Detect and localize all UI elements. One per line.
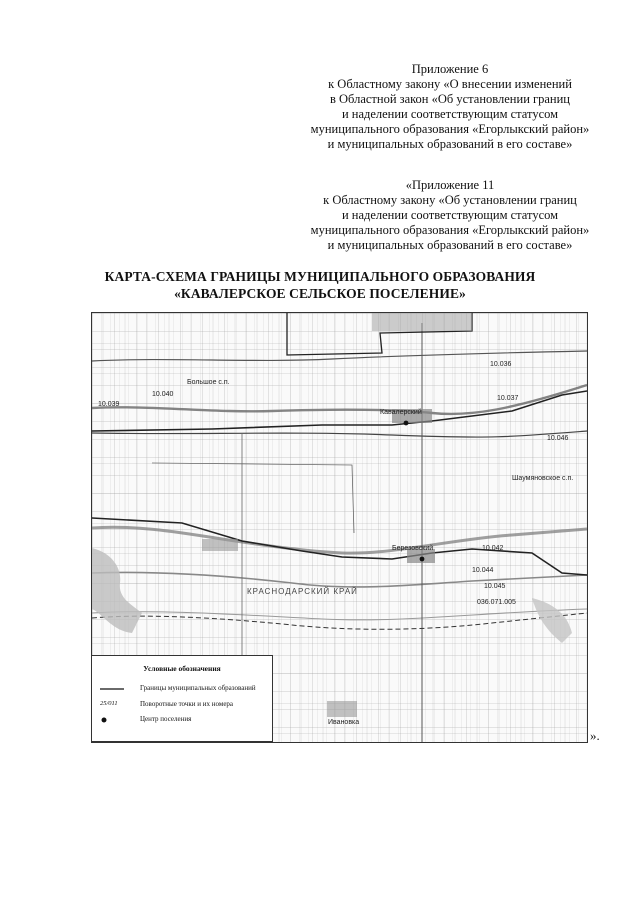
appendix-11-line: и муниципальных образований в его составе»	[327, 238, 573, 252]
legend-title: Условные обозначения	[143, 664, 221, 673]
boundary-point-label: 10.040	[152, 391, 174, 398]
map-legend	[91, 655, 273, 742]
legend-row-boundary	[100, 684, 270, 694]
boundary-point-label: 10.042	[482, 545, 504, 552]
boundary-line-icon	[100, 684, 124, 694]
legend-sample-point: 25/011	[100, 700, 118, 707]
closing-quote: ».	[590, 728, 600, 743]
appendix-11-line: и наделении соответствующим статусом	[341, 208, 559, 222]
map-label-krasnodar: КРАСНОДАРСКИЙ КРАЙ	[247, 587, 358, 596]
appendix-6-header	[290, 62, 610, 152]
boundary-point-label: 10.039	[98, 401, 120, 408]
appendix-11-line: муниципального образования «Егорлыкский район»	[310, 223, 590, 237]
legend-label-boundary: Границы муниципальных образований	[140, 684, 256, 692]
boundary-point-label: 036.071.005	[477, 599, 516, 606]
appendix-6-line: и муниципальных образований в его составе»	[327, 137, 573, 151]
boundary-point-label: 10.045	[484, 583, 506, 590]
appendix-11-line: к Областному закону «Об установлении границ	[323, 193, 577, 207]
appendix-6-line: муниципального образования «Егорлыкский район»	[310, 122, 590, 136]
map-label-south-village: Ивановка	[328, 719, 360, 726]
settlement-center-icon	[100, 715, 124, 725]
boundary-point-label: 10.037	[497, 395, 519, 402]
boundary-point-label: 10.046	[547, 435, 569, 442]
legend-label-points: Поворотные точки и их номера	[140, 700, 234, 708]
map-label-shaumyanovskoe: Шаумяновское с.п.	[512, 475, 574, 482]
appendix-6-line: и наделении соответствующим статусом	[341, 107, 559, 121]
appendix-6-line: в Областной закон «Об установлении границ	[329, 92, 570, 106]
boundary-point-label: 10.044	[472, 567, 494, 574]
legend-row-center	[100, 715, 270, 725]
map-label-berezovsky: Березовский	[392, 545, 434, 552]
legend-row-points	[100, 700, 270, 710]
legend-label-center: Центр поселения	[140, 715, 192, 723]
boundary-point-label: 10.036	[490, 361, 512, 368]
map-label-bolshoe: Большое с.п.	[187, 379, 230, 386]
appendix-6-line: к Областному закону «О внесении изменений	[328, 77, 572, 91]
appendix-11-title: «Приложение 11	[405, 178, 495, 192]
map-heading-line-1: КАРТА-СХЕМА ГРАНИЦЫ МУНИЦИПАЛЬНОГО ОБРАЗОВАНИЯ	[104, 269, 536, 284]
appendix-6-title: Приложение 6	[411, 62, 489, 76]
map-label-kavalersky: Кавалерский	[380, 409, 422, 416]
map-heading-line-2: «КАВАЛЕРСКОЕ СЕЛЬСКОЕ ПОСЕЛЕНИЕ»	[174, 286, 466, 301]
appendix-11-header	[290, 178, 610, 253]
